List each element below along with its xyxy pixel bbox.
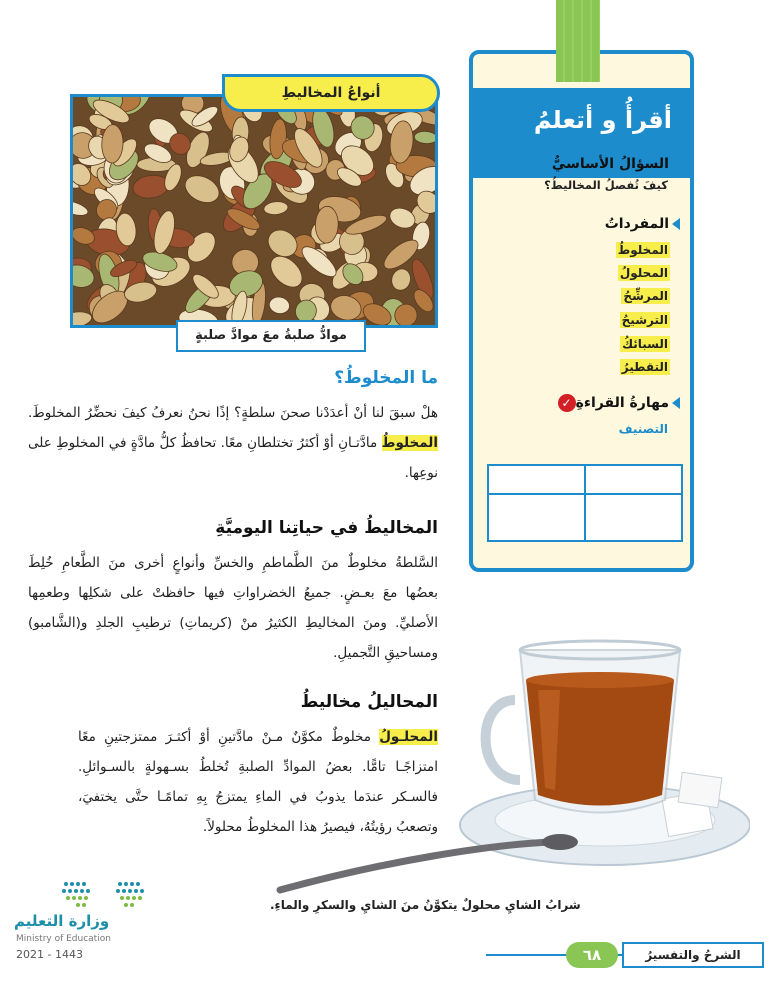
mixture-types-label: أنواعُ المخاليطِ [222,74,440,112]
reading-skill-value: التصنيف [618,422,668,436]
vocabulary-heading: المفرداتُ [605,216,680,232]
vocab-item: التقطيرُ [621,360,668,374]
bookmark-ribbon [556,0,600,82]
ministry-logo-icon [60,878,150,910]
daily-life-heading: المخاليطُ في حياتِنا اليوميَّةِ [215,518,438,538]
term-mixture: المخلوطُ [381,435,438,451]
triangle-icon [672,158,680,170]
vocab-item: المحلولُ [619,266,668,280]
classification-organizer [487,464,683,542]
edition-year: 2021 - 1443 [16,948,83,961]
reading-skill-heading: مهارةُ القراءةِ✓ [554,394,680,412]
triangle-icon [672,218,680,230]
mixed-nuts-image [73,97,435,325]
ministry-name-en: Ministry of Education [16,934,111,944]
essential-question-heading: السؤالُ الأساسيُّ [552,156,680,172]
triangle-icon [672,397,680,409]
section-label: الشرحُ والتفسيرُ [622,942,764,968]
vocab-item: الترشيحُ [621,313,668,327]
tea-glass-illustration [270,610,750,900]
mixture-definition-paragraph: هلْ سبقَ لنا أنْ أعدَدْنا صحنَ سلطةٍ؟ إذًا نحنُ نعرفُ كيفَ نحضِّرُ المخلوطَ. المخلوطُ مادَّتـانِ أوْ أكثرُ تختلطانِ معًا. تحافظُ كلُّ مادَّةٍ في المخلوطِ على نوعِها. [28,405,438,481]
vocab-item: المرشِّحُ [623,289,668,303]
photo-caption: موادُّ صلبةُ معَ موادَّ صلبةٍ [176,320,366,352]
solutions-paragraph: المحلـولُ مخلوطٌ مكوَّنٌ مـنْ مادَّتينِ أوْ أكثـرَ ممتزجتينِ معًا امتزاجًـا تامًّا. بعضُ الموادِّ الصلبةِ تُخلطُ بسـهولةٍ بالسـوائلِ. فالسـكر عندَما يذوبُ في الماءِ يمتزجُ بِهِ تمامًـا حتَّى يختفيَ، وتصعبُ رؤيتُهُ، فيصيرُ هذا المخلوطُ محلولاً. [78,729,438,835]
term-solution: المحلـولُ [379,729,438,745]
solutions-heading: المحاليلُ مخاليطُ [300,692,438,712]
what-is-mixture-heading: ما المخلوطُ؟ [334,368,438,388]
organizer-divider [584,466,586,540]
vocab-item: المخلوطُ [617,243,668,257]
organizer-divider [489,493,681,495]
page-number: ٦٨ [566,942,618,968]
tea-caption: شرابُ الشايِ محلولٌ يتكوَّنُ منَ الشايِ والسكرِ والماءِ. [270,898,581,912]
vocab-item: السبائكُ [622,337,668,351]
essential-question-text: كيفَ تُفصلُ المخاليطُ؟ [544,178,668,192]
ministry-name-ar: وزارة التعليم [14,912,110,930]
read-and-learn-title: أقرأُ و أتعلمُ [533,106,672,134]
daily-life-paragraph: السَّلطةُ مخلوطٌ منَ الطَّماطمِ والخسِّ وأنواعٍ أخرى منَ الطَّعامِ خُلِطَ بعضُها معَ بعـضٍ. جميعُ الخضراواتِ فيها حافظتْ على شكلِها وطعمِها الأصليِّ. ومنَ المخاليطِ الكثيرُ منْ (كريماتِ) ترطيبِ الجلدِ و(الشَّامبو) ومساحيقِ التَّجميلِ. [28,555,438,661]
page-footer-bar [486,942,764,968]
mixed-nuts-photo [70,94,438,328]
read-and-learn-box [469,50,694,572]
check-mark-icon: ✓ [558,394,576,412]
